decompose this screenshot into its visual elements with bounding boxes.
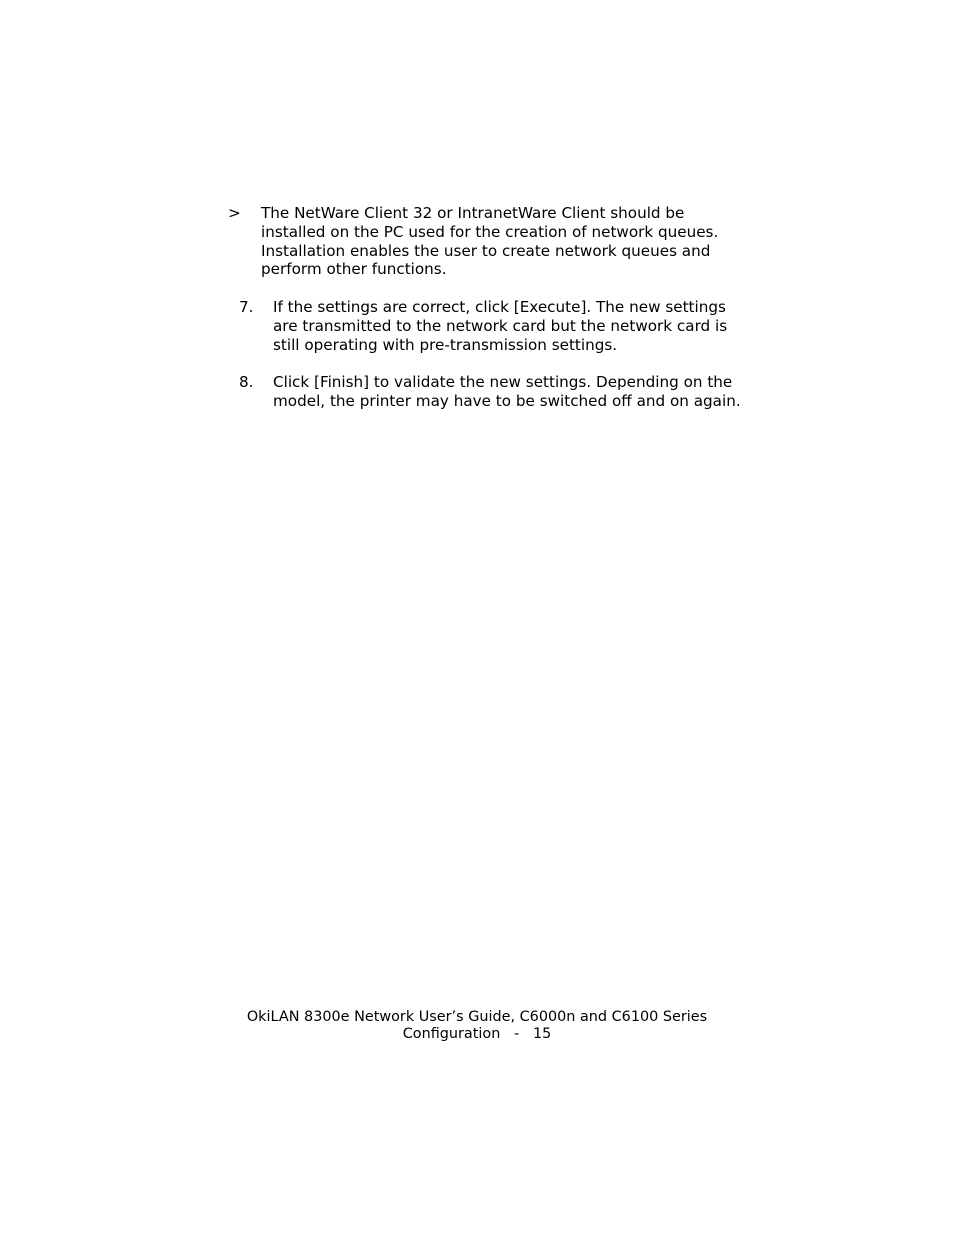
- note-marker: >: [228, 204, 241, 222]
- footer-title: OkiLAN 8300e Network User’s Guide, C6000n and C6100 Series: [246, 1009, 708, 1025]
- step-number: 7.: [239, 298, 254, 316]
- note-text: The NetWare Client 32 or IntranetWare Client should be installed on the PC used for the creation of network queues. Installation enables the user to create network queues and perform other functions.: [261, 204, 719, 279]
- step-text: If the settings are correct, click [Execute]. The new settings are transmitted to the network card but the network card is still operating with pre-transmission settings.: [273, 298, 728, 354]
- step-text: Click [Finish] to validate the new settings. Depending on the model, the printer may have to be switched off and on again.: [273, 373, 741, 410]
- step-number: 8.: [239, 373, 254, 391]
- footer-section: Configuration - 15: [402, 1026, 552, 1042]
